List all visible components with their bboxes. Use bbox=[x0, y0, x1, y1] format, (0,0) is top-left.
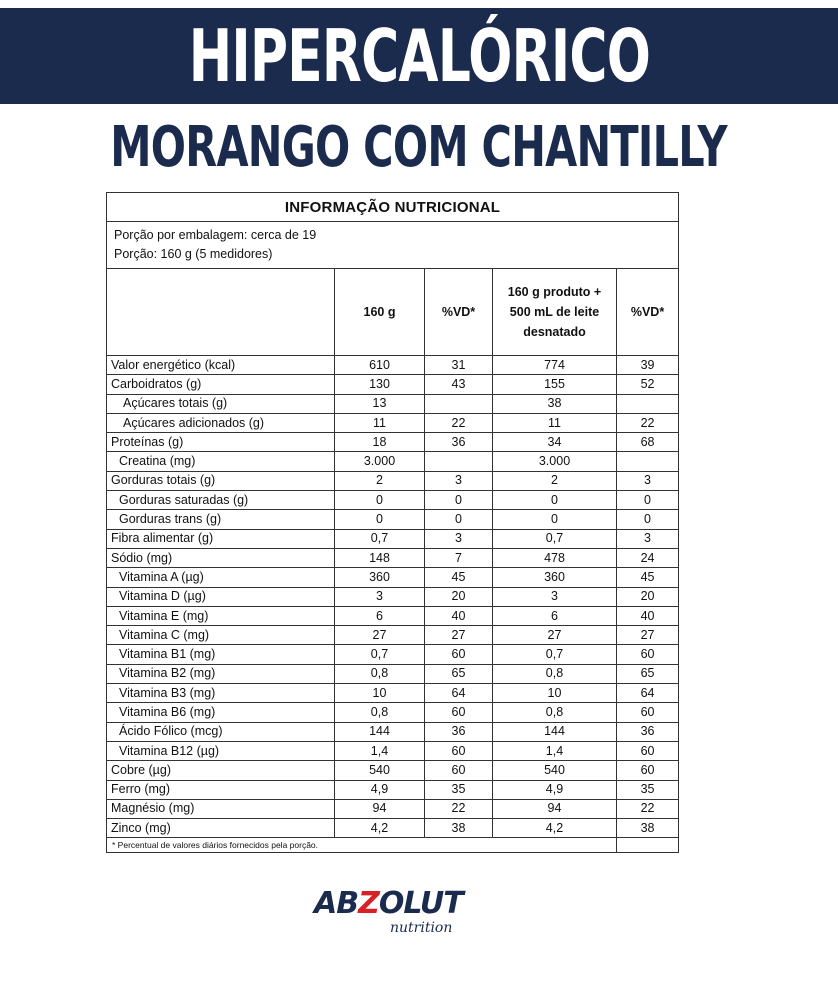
dv-cell: 45 bbox=[425, 568, 493, 587]
value-cell: 130 bbox=[335, 375, 425, 394]
dv-cell: 3 bbox=[425, 471, 493, 490]
value-cell: 2 bbox=[493, 471, 617, 490]
dv-cell: 60 bbox=[617, 703, 679, 722]
value-cell: 540 bbox=[335, 761, 425, 780]
table-row bbox=[107, 356, 679, 375]
dv-cell bbox=[617, 394, 679, 413]
value-cell: 1,4 bbox=[493, 741, 617, 760]
value-cell: 1,4 bbox=[335, 741, 425, 760]
dv-cell: 20 bbox=[617, 587, 679, 606]
value-cell: 0 bbox=[335, 510, 425, 529]
table-row bbox=[107, 664, 679, 683]
footnote-blank bbox=[617, 838, 679, 853]
dv-cell: 60 bbox=[425, 761, 493, 780]
table-title: INFORMAÇÃO NUTRICIONAL bbox=[107, 193, 679, 222]
nutrient-label: Proteínas (g) bbox=[107, 433, 335, 452]
nutrient-label: Vitamina C (mg) bbox=[107, 626, 335, 645]
table-row bbox=[107, 413, 679, 432]
value-cell: 0,7 bbox=[335, 529, 425, 548]
dv-cell: 20 bbox=[425, 587, 493, 606]
table-row bbox=[107, 452, 679, 471]
nutrient-label: Vitamina B6 (mg) bbox=[107, 703, 335, 722]
nutrient-label: Vitamina B3 (mg) bbox=[107, 684, 335, 703]
value-cell: 478 bbox=[493, 548, 617, 567]
value-cell: 4,2 bbox=[335, 819, 425, 838]
table-row bbox=[107, 606, 679, 625]
value-cell: 27 bbox=[493, 626, 617, 645]
dv-cell: 38 bbox=[617, 819, 679, 838]
table-row bbox=[107, 548, 679, 567]
header-blank bbox=[107, 269, 335, 356]
table-row bbox=[107, 587, 679, 606]
table-row bbox=[107, 703, 679, 722]
value-cell: 0,7 bbox=[493, 645, 617, 664]
dv-cell: 24 bbox=[617, 548, 679, 567]
logo-part: AB bbox=[314, 886, 359, 921]
nutrient-label: Carboidratos (g) bbox=[107, 375, 335, 394]
dv-cell: 39 bbox=[617, 356, 679, 375]
table-row bbox=[107, 394, 679, 413]
value-cell: 155 bbox=[493, 375, 617, 394]
value-cell: 13 bbox=[335, 394, 425, 413]
table-row bbox=[107, 684, 679, 703]
dv-cell bbox=[617, 452, 679, 471]
nutrition-facts-table bbox=[106, 192, 678, 853]
dv-cell: 65 bbox=[617, 664, 679, 683]
table-row bbox=[107, 491, 679, 510]
table-row bbox=[107, 568, 679, 587]
dv-cell: 0 bbox=[617, 510, 679, 529]
value-cell: 4,2 bbox=[493, 819, 617, 838]
dv-cell: 60 bbox=[425, 703, 493, 722]
logo-tagline: nutrition bbox=[390, 920, 453, 936]
value-cell: 3.000 bbox=[493, 452, 617, 471]
value-cell: 0 bbox=[493, 491, 617, 510]
dv-cell: 3 bbox=[425, 529, 493, 548]
dv-cell: 68 bbox=[617, 433, 679, 452]
column-header: 160 g bbox=[335, 269, 425, 356]
value-cell: 0,7 bbox=[335, 645, 425, 664]
value-cell: 6 bbox=[493, 606, 617, 625]
nutrient-label: Fibra alimentar (g) bbox=[107, 529, 335, 548]
dv-cell bbox=[425, 394, 493, 413]
footnote: * Percentual de valores diários fornecidos pela porção. bbox=[107, 838, 617, 853]
dv-cell: 40 bbox=[617, 606, 679, 625]
dv-cell: 65 bbox=[425, 664, 493, 683]
nutrient-label: Vitamina B2 (mg) bbox=[107, 664, 335, 683]
value-cell: 2 bbox=[335, 471, 425, 490]
column-header: 160 g produto + 500 mL de leite desnatado bbox=[493, 269, 617, 356]
dv-cell: 22 bbox=[425, 413, 493, 432]
value-cell: 10 bbox=[335, 684, 425, 703]
table-row bbox=[107, 433, 679, 452]
table-row bbox=[107, 626, 679, 645]
dv-cell: 7 bbox=[425, 548, 493, 567]
dv-cell: 40 bbox=[425, 606, 493, 625]
dv-cell: 60 bbox=[617, 645, 679, 664]
nutrient-label: Sódio (mg) bbox=[107, 548, 335, 567]
dv-cell: 38 bbox=[425, 819, 493, 838]
dv-cell: 43 bbox=[425, 375, 493, 394]
dv-cell: 60 bbox=[425, 645, 493, 664]
table-row bbox=[107, 761, 679, 780]
nutrient-label: Vitamina B12 (µg) bbox=[107, 741, 335, 760]
logo-wordmark bbox=[314, 886, 463, 921]
value-cell: 38 bbox=[493, 394, 617, 413]
value-cell: 0,8 bbox=[335, 664, 425, 683]
dv-cell: 0 bbox=[425, 491, 493, 510]
value-cell: 0 bbox=[335, 491, 425, 510]
dv-cell: 0 bbox=[617, 491, 679, 510]
value-cell: 148 bbox=[335, 548, 425, 567]
flavor-heading bbox=[0, 112, 838, 182]
value-cell: 0,7 bbox=[493, 529, 617, 548]
nutrient-label: Vitamina A (µg) bbox=[107, 568, 335, 587]
value-cell: 0,8 bbox=[335, 703, 425, 722]
value-cell: 360 bbox=[335, 568, 425, 587]
dv-cell: 27 bbox=[617, 626, 679, 645]
value-cell: 144 bbox=[493, 722, 617, 741]
value-cell: 610 bbox=[335, 356, 425, 375]
value-cell: 10 bbox=[493, 684, 617, 703]
dv-cell: 3 bbox=[617, 471, 679, 490]
nutrient-label: Açúcares adicionados (g) bbox=[107, 413, 335, 432]
value-cell: 94 bbox=[493, 799, 617, 818]
nutrient-label: Vitamina B1 (mg) bbox=[107, 645, 335, 664]
value-cell: 6 bbox=[335, 606, 425, 625]
value-cell: 27 bbox=[335, 626, 425, 645]
value-cell: 144 bbox=[335, 722, 425, 741]
dv-cell: 45 bbox=[617, 568, 679, 587]
dv-cell: 27 bbox=[425, 626, 493, 645]
dv-cell: 35 bbox=[617, 780, 679, 799]
brand-logo bbox=[314, 886, 474, 956]
nutrient-label: Gorduras saturadas (g) bbox=[107, 491, 335, 510]
value-cell: 3.000 bbox=[335, 452, 425, 471]
portions-per-package: Porção por embalagem: cerca de 19 bbox=[114, 228, 317, 242]
nutrient-label: Vitamina D (µg) bbox=[107, 587, 335, 606]
dv-cell: 64 bbox=[425, 684, 493, 703]
portion-size: Porção: 160 g (5 medidores) bbox=[114, 247, 273, 261]
dv-cell: 36 bbox=[617, 722, 679, 741]
table-row bbox=[107, 471, 679, 490]
value-cell: 4,9 bbox=[493, 780, 617, 799]
column-header: %VD* bbox=[617, 269, 679, 356]
nutrient-label: Valor energético (kcal) bbox=[107, 356, 335, 375]
dv-cell: 36 bbox=[425, 722, 493, 741]
dv-cell: 52 bbox=[617, 375, 679, 394]
nutrient-label: Açúcares totais (g) bbox=[107, 394, 335, 413]
table-row bbox=[107, 645, 679, 664]
value-cell: 11 bbox=[493, 413, 617, 432]
dv-cell: 60 bbox=[617, 761, 679, 780]
dv-cell: 64 bbox=[617, 684, 679, 703]
nutrient-label: Vitamina E (mg) bbox=[107, 606, 335, 625]
nutrient-label: Ácido Fólico (mcg) bbox=[107, 722, 335, 741]
value-cell: 3 bbox=[335, 587, 425, 606]
dv-cell: 22 bbox=[617, 413, 679, 432]
nutrient-label: Cobre (µg) bbox=[107, 761, 335, 780]
value-cell: 18 bbox=[335, 433, 425, 452]
table-row bbox=[107, 510, 679, 529]
dv-cell: 35 bbox=[425, 780, 493, 799]
value-cell: 3 bbox=[493, 587, 617, 606]
nutrient-label: Zinco (mg) bbox=[107, 819, 335, 838]
table-row bbox=[107, 375, 679, 394]
value-cell: 11 bbox=[335, 413, 425, 432]
dv-cell: 31 bbox=[425, 356, 493, 375]
value-cell: 0 bbox=[493, 510, 617, 529]
nutrient-label: Gorduras trans (g) bbox=[107, 510, 335, 529]
page-title: HIPERCALÓRICO bbox=[188, 14, 650, 98]
nutrient-label: Gorduras totais (g) bbox=[107, 471, 335, 490]
table-row bbox=[107, 780, 679, 799]
value-cell: 540 bbox=[493, 761, 617, 780]
table-row bbox=[107, 741, 679, 760]
value-cell: 4,9 bbox=[335, 780, 425, 799]
dv-cell: 0 bbox=[425, 510, 493, 529]
table-row bbox=[107, 799, 679, 818]
nutrient-label: Creatina (mg) bbox=[107, 452, 335, 471]
value-cell: 0,8 bbox=[493, 664, 617, 683]
nutrient-label: Magnésio (mg) bbox=[107, 799, 335, 818]
dv-cell: 3 bbox=[617, 529, 679, 548]
value-cell: 0,8 bbox=[493, 703, 617, 722]
table-row bbox=[107, 529, 679, 548]
value-cell: 34 bbox=[493, 433, 617, 452]
logo-bolt: Z bbox=[358, 886, 379, 921]
dv-cell: 60 bbox=[425, 741, 493, 760]
column-header: %VD* bbox=[425, 269, 493, 356]
value-cell: 774 bbox=[493, 356, 617, 375]
table-row bbox=[107, 819, 679, 838]
value-cell: 360 bbox=[493, 568, 617, 587]
dv-cell: 22 bbox=[617, 799, 679, 818]
portion-info bbox=[107, 222, 679, 269]
logo-part: OLUT bbox=[378, 886, 463, 921]
nutrient-label: Ferro (mg) bbox=[107, 780, 335, 799]
flavor-title: MORANGO COM CHANTILLY bbox=[110, 114, 728, 180]
dv-cell: 60 bbox=[617, 741, 679, 760]
dv-cell: 36 bbox=[425, 433, 493, 452]
dv-cell: 22 bbox=[425, 799, 493, 818]
header-banner bbox=[0, 8, 838, 104]
table-row bbox=[107, 722, 679, 741]
dv-cell bbox=[425, 452, 493, 471]
value-cell: 94 bbox=[335, 799, 425, 818]
